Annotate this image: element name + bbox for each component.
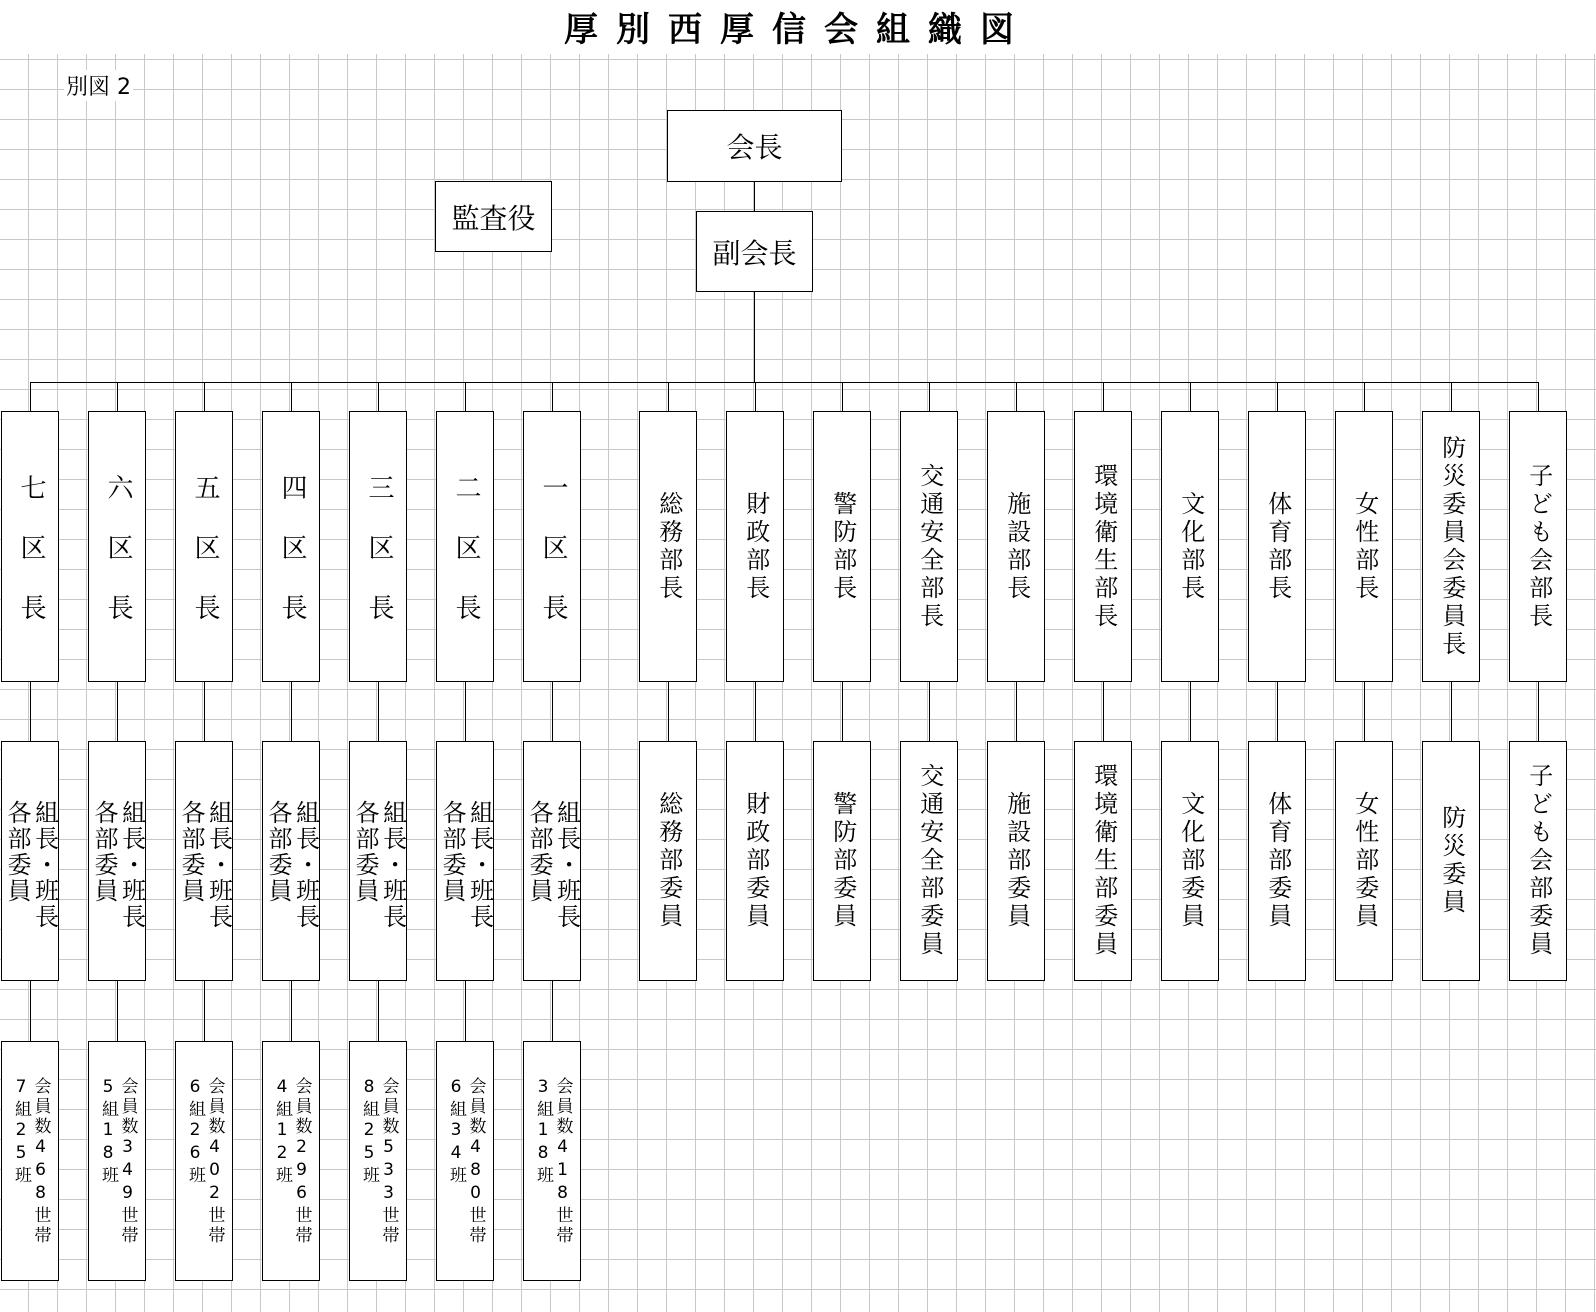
connector-district-group [291, 682, 292, 741]
district-info-box [523, 1041, 581, 1281]
dept-member-box [1335, 741, 1393, 981]
connector-district-drop [552, 382, 553, 411]
dept-head-box-label: 財政部長 [741, 490, 770, 603]
district-group-box-label: 組長・班長 各部委員 [264, 800, 320, 930]
district-info-box-label: 会員数402世帯 6組26班 [185, 1076, 225, 1246]
connector-dept-drop [1016, 382, 1017, 411]
connector-district-drop [378, 382, 379, 411]
dept-head-box-label: 子ども会部長 [1524, 462, 1553, 631]
district-info-box [1, 1041, 59, 1281]
district-head-box [523, 411, 581, 682]
dept-member-box [639, 741, 697, 981]
dept-head-box-label: 総務部長 [654, 490, 683, 603]
dept-member-box-label: 警防部委員 [828, 791, 857, 931]
district-info-box [436, 1041, 494, 1281]
dept-head-box-label: 交通安全部長 [915, 462, 944, 631]
dept-member-box-label: 女性部委員 [1350, 791, 1379, 931]
district-group-box [523, 741, 581, 981]
district-head-box [436, 411, 494, 682]
connector-district-drop [291, 382, 292, 411]
dept-head-box-label: 文化部長 [1176, 490, 1205, 603]
connector-dept-drop [842, 382, 843, 411]
district-group-box-label: 組長・班長 各部委員 [177, 800, 233, 930]
district-head-box-label: 二区長 [450, 473, 481, 654]
dept-member-box [1161, 741, 1219, 981]
district-info-box [349, 1041, 407, 1281]
dept-head-box-label: 女性部長 [1350, 490, 1379, 603]
president-box: 会長 [667, 110, 842, 182]
dept-head-box [1335, 411, 1393, 682]
district-group-box-label: 組長・班長 各部委員 [3, 800, 59, 930]
connector-dept-member [1538, 682, 1539, 741]
dept-member-box [1248, 741, 1306, 981]
dept-head-box [900, 411, 958, 682]
dept-member-box [1422, 741, 1480, 981]
dept-member-box-label: 子ども会部委員 [1524, 763, 1553, 959]
dept-member-box [900, 741, 958, 981]
district-group-box-label: 組長・班長 各部委員 [525, 800, 581, 930]
dept-member-box-label: 施設部委員 [1002, 791, 1031, 931]
dept-head-box [726, 411, 784, 682]
connector-dept-drop [1190, 382, 1191, 411]
dept-head-box [1509, 411, 1567, 682]
district-info-box-label: 会員数468世帯 7組25班 [11, 1076, 51, 1246]
district-head-box-label: 五区長 [189, 473, 220, 654]
district-head-box-label: 三区長 [363, 473, 394, 654]
dept-head-box-label: 施設部長 [1002, 490, 1031, 603]
district-head-box-label: 七区長 [15, 473, 46, 654]
connector-dept-drop [1103, 382, 1104, 411]
district-head-box [349, 411, 407, 682]
dept-head-box [987, 411, 1045, 682]
connector-vice-bus [754, 292, 755, 382]
district-head-box-label: 六区長 [102, 473, 133, 654]
connector-district-drop [204, 382, 205, 411]
auditor-box: 監査役 [435, 181, 552, 252]
dept-head-box [1422, 411, 1480, 682]
district-group-box-label: 組長・班長 各部委員 [90, 800, 146, 930]
district-head-box [175, 411, 233, 682]
dept-head-box [1074, 411, 1132, 682]
connector-dept-drop [1277, 382, 1278, 411]
district-group-box [436, 741, 494, 981]
figure-number: 別図 2 [64, 70, 133, 101]
dept-head-box-label: 環境衛生部長 [1089, 462, 1118, 631]
connector-dept-member [842, 682, 843, 741]
district-group-box [349, 741, 407, 981]
dept-member-box-label: 文化部委員 [1176, 791, 1205, 931]
dept-member-box [987, 741, 1045, 981]
district-info-box-label: 会員数418世帯 3組18班 [533, 1076, 573, 1246]
connector-dept-drop [1451, 382, 1452, 411]
dept-head-box-label: 警防部長 [828, 490, 857, 603]
connector-district-info [291, 981, 292, 1041]
connector-dept-drop [668, 382, 669, 411]
district-info-box [175, 1041, 233, 1281]
dept-head-box [1248, 411, 1306, 682]
district-info-box-label: 会員数480世帯 6組34班 [446, 1076, 486, 1246]
dept-member-box [813, 741, 871, 981]
dept-member-box-label: 交通安全部委員 [915, 763, 944, 959]
connector-dept-drop [755, 382, 756, 411]
connector-district-group [204, 682, 205, 741]
dept-member-box-label: 総務部委員 [654, 791, 683, 931]
connector-dept-member [1016, 682, 1017, 741]
dept-member-box [726, 741, 784, 981]
dept-member-box-label: 防災委員 [1437, 805, 1466, 917]
connector-district-info [117, 981, 118, 1041]
connector-district-group [552, 682, 553, 741]
connector-district-drop [465, 382, 466, 411]
district-group-box-label: 組長・班長 各部委員 [351, 800, 407, 930]
dept-member-box-label: 財政部委員 [741, 791, 770, 931]
district-head-box-label: 四区長 [276, 473, 307, 654]
district-group-box [1, 741, 59, 981]
connector-dept-member [755, 682, 756, 741]
dept-head-box [1161, 411, 1219, 682]
district-group-box [88, 741, 146, 981]
dept-member-box-label: 体育部委員 [1263, 791, 1292, 931]
connector-dept-member [1190, 682, 1191, 741]
district-head-box [262, 411, 320, 682]
dept-head-box [639, 411, 697, 682]
connector-district-group [465, 682, 466, 741]
connector-district-drop [117, 382, 118, 411]
connector-district-info [204, 981, 205, 1041]
connector-dept-member [1451, 682, 1452, 741]
dept-member-box [1074, 741, 1132, 981]
connector-dept-member [1364, 682, 1365, 741]
connector-district-group [378, 682, 379, 741]
district-info-box-label: 会員数296世帯 4組12班 [272, 1076, 312, 1246]
page-title: 厚別西厚信会組織図 [0, 8, 1596, 54]
district-group-box [175, 741, 233, 981]
district-info-box-label: 会員数349世帯 5組18班 [98, 1076, 138, 1246]
connector-district-info [378, 981, 379, 1041]
connector-dept-member [1277, 682, 1278, 741]
district-info-box-label: 会員数533世帯 8組25班 [359, 1076, 399, 1246]
connector-dept-member [1103, 682, 1104, 741]
connector-dept-drop [1364, 382, 1365, 411]
district-info-box [88, 1041, 146, 1281]
dept-head-box-label: 体育部長 [1263, 490, 1292, 603]
vice-president-box: 副会長 [696, 211, 813, 292]
dept-head-box-label: 防災委員会委員長 [1437, 434, 1466, 659]
connector-district-group [30, 682, 31, 741]
district-head-box [1, 411, 59, 682]
connector-dept-member [929, 682, 930, 741]
connector-bus [30, 382, 1539, 383]
connector-president-vice [754, 182, 755, 211]
dept-head-box [813, 411, 871, 682]
connector-district-group [117, 682, 118, 741]
connector-district-info [552, 981, 553, 1041]
connector-district-info [30, 981, 31, 1041]
connector-dept-drop [1538, 382, 1539, 411]
district-head-box-label: 一区長 [537, 473, 568, 654]
district-info-box [262, 1041, 320, 1281]
dept-member-box [1509, 741, 1567, 981]
district-head-box [88, 411, 146, 682]
dept-member-box-label: 環境衛生部委員 [1089, 763, 1118, 959]
district-group-box [262, 741, 320, 981]
connector-dept-drop [929, 382, 930, 411]
connector-district-info [465, 981, 466, 1041]
connector-dept-member [668, 682, 669, 741]
district-group-box-label: 組長・班長 各部委員 [438, 800, 494, 930]
connector-district-drop [30, 382, 31, 411]
